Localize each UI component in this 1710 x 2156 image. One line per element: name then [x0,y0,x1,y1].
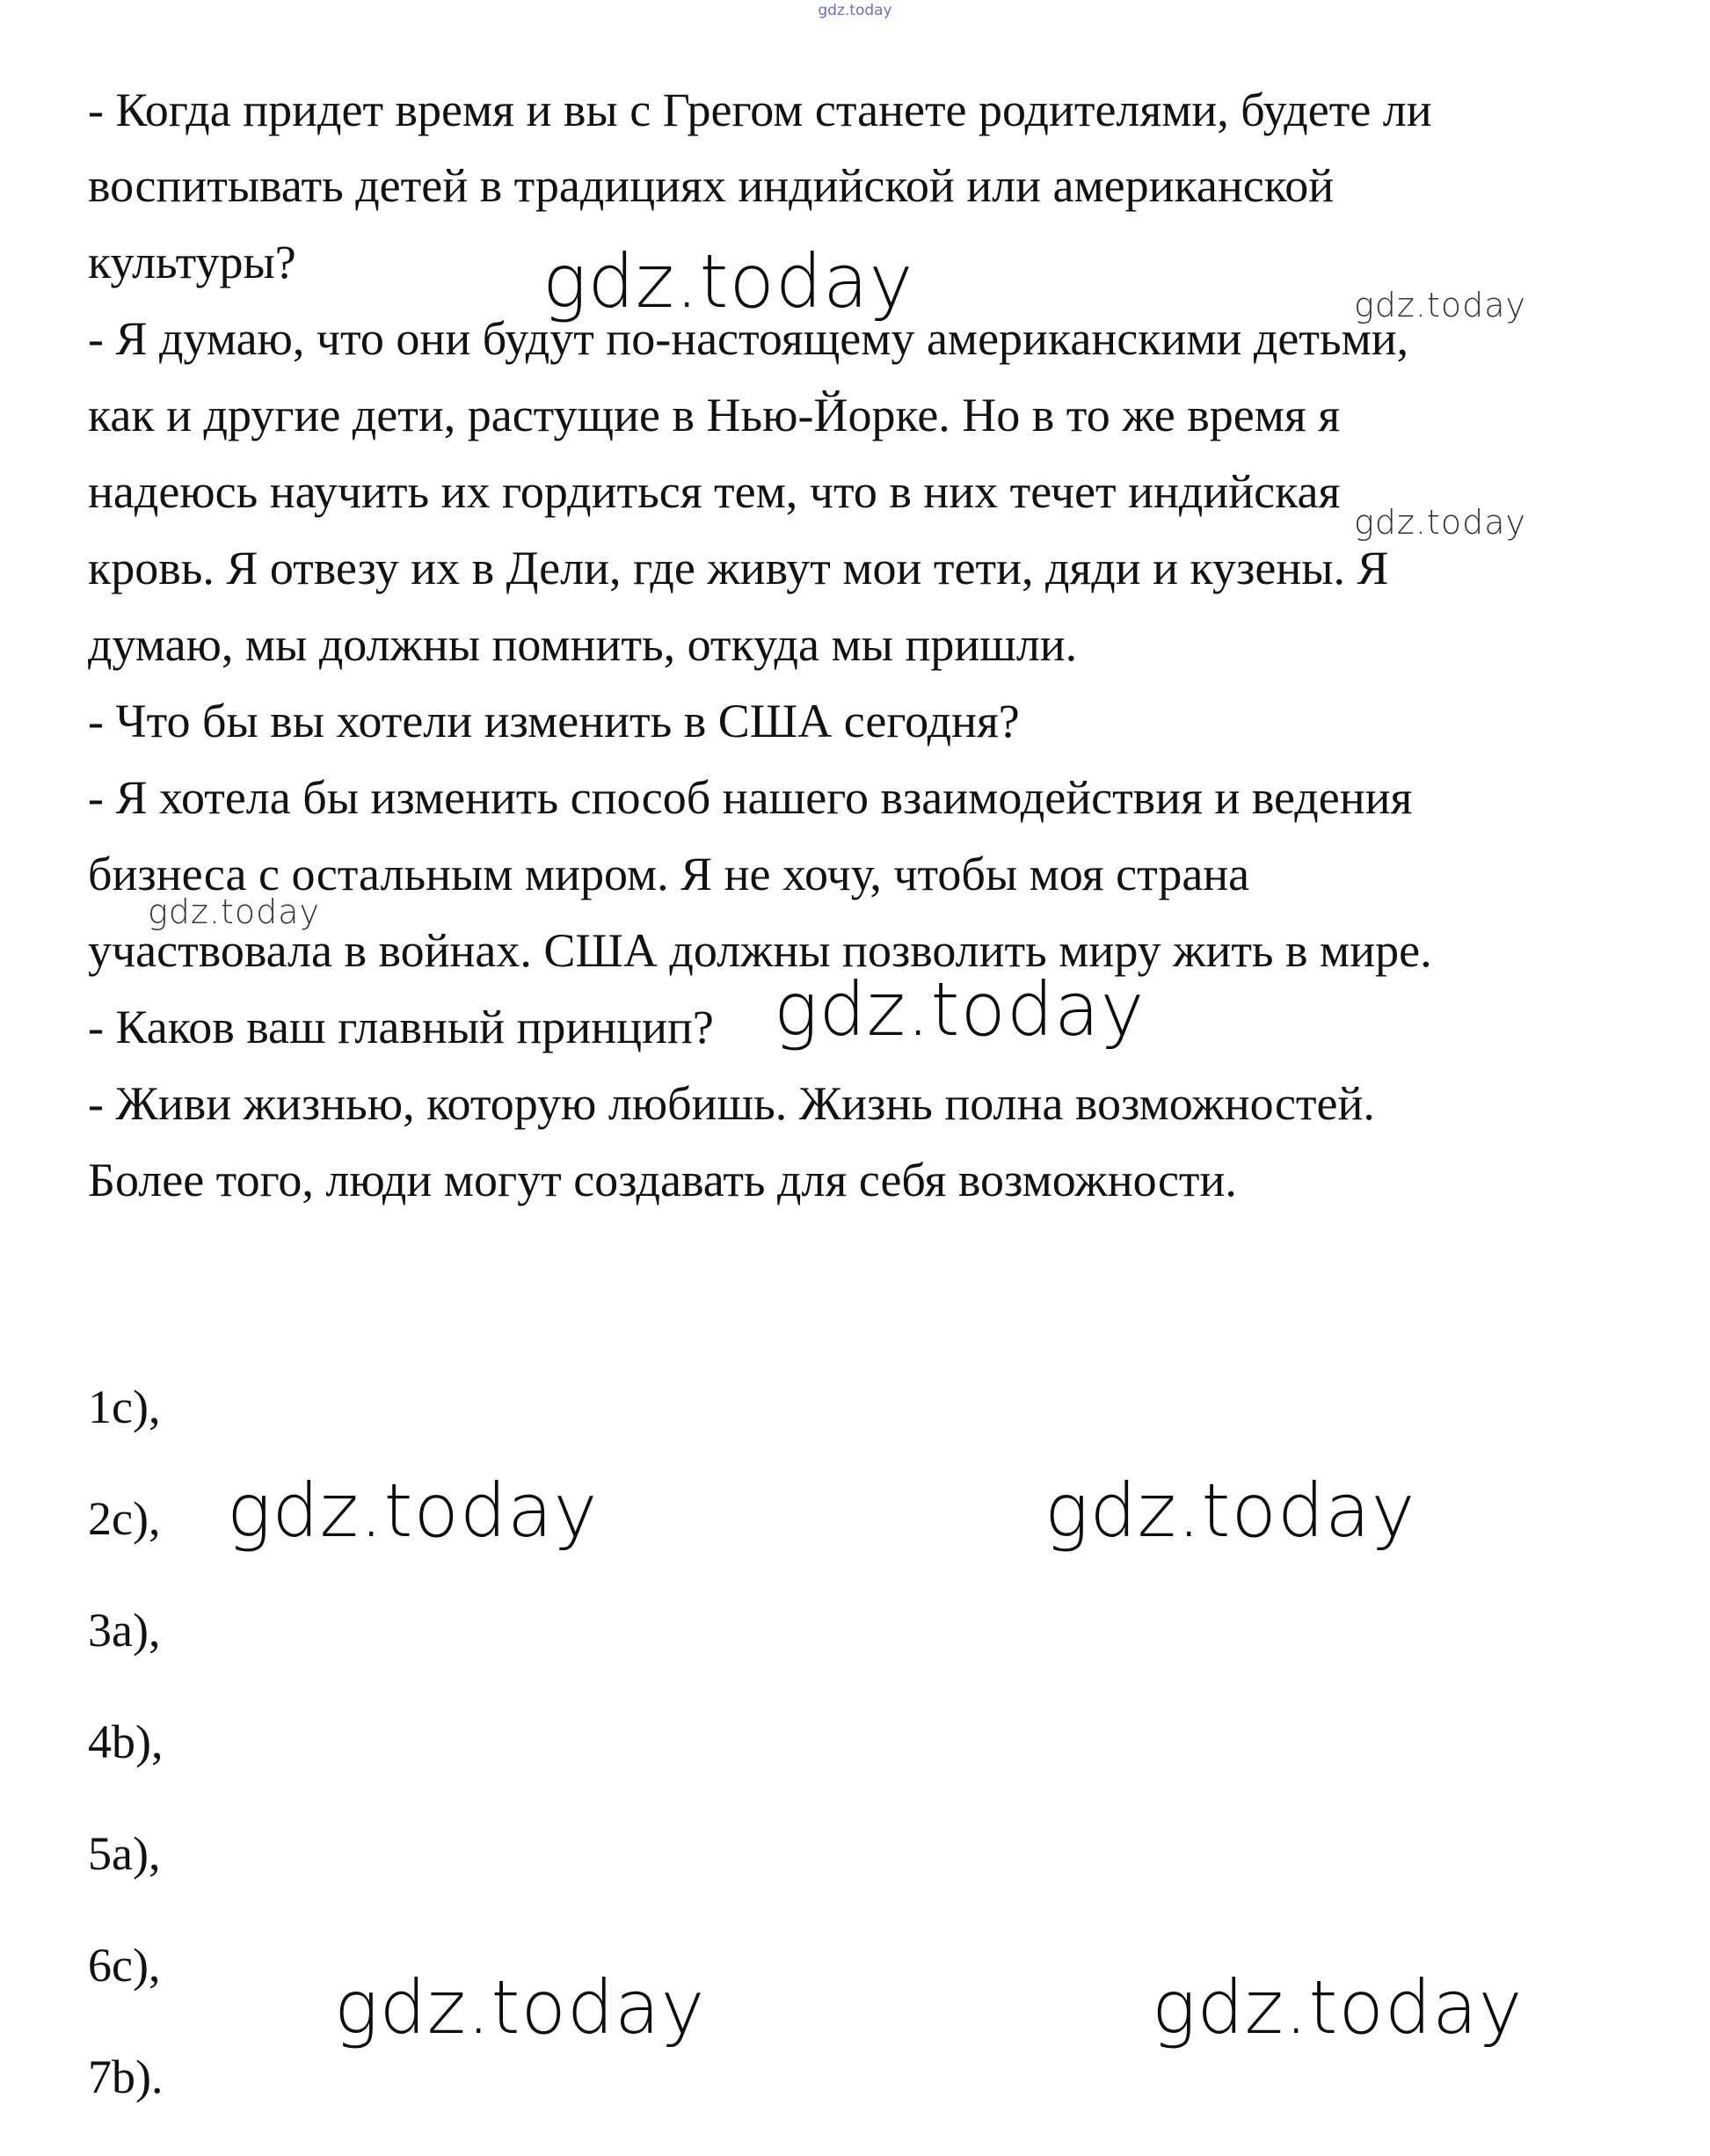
text-line-9: - Что бы вы хотели изменить в США сегодня? [88,695,1020,747]
answer-3: 3a), [88,1604,161,1657]
text-line-1: - Когда придет время и вы с Грегом станете родителями, будете ли [88,84,1432,136]
text-line-8: думаю, мы должны помнить, откуда мы пришли. [88,618,1078,671]
answer-4: 4b), [88,1715,164,1768]
answer-1: 1c), [88,1380,161,1433]
watermark-9: gdz.today [1152,1964,1524,2050]
text-line-14: - Живи жизнью, которую любишь. Жизнь полна возможностей. [88,1077,1375,1130]
text-line-3: культуры? [88,236,296,288]
text-line-13: - Каков ваш главный принцип? [88,1001,714,1053]
watermark-6: gdz.today [227,1468,599,1554]
text-line-10: - Я хотела бы изменить способ нашего взаимодействия и ведения [88,771,1413,824]
watermark-7: gdz.today [1044,1468,1416,1554]
answer-5: 5a), [88,1827,161,1880]
text-line-6: надеюсь научить их гордиться тем, что в них течет индийская [88,465,1341,518]
watermark-2: gdz.today [1354,286,1526,324]
text-line-15: Более того, люди могут создавать для себя возможности. [88,1154,1237,1206]
text-line-2: воспитывать детей в традициях индийской или американской [88,159,1335,212]
text-line-12: участвовала в войнах. США должны позволить миру жить в мире. [88,924,1432,977]
top-watermark: gdz.today [818,2,892,19]
watermark-3: gdz.today [1354,503,1526,542]
watermark-8: gdz.today [334,1964,706,2050]
text-line-11: бизнеса с остальным миром. Я не хочу, чтобы моя страна [88,848,1250,900]
watermark-1: gdz.today [542,238,914,324]
answer-2: 2c), [88,1492,161,1545]
text-line-4: - Я думаю, что они будут по-настоящему американскими детьми, [88,312,1409,365]
answer-6: 6c), [88,1939,161,1992]
text-line-7: кровь. Я отвезу их в Дели, где живут мои тети, дяди и кузены. Я [88,542,1389,594]
watermark-4: gdz.today [148,892,320,931]
watermark-5: gdz.today [774,966,1146,1053]
text-line-5: как и другие дети, растущие в Нью-Йорке. Но в то же время я [88,389,1341,441]
answer-7: 7b). [88,2050,164,2103]
